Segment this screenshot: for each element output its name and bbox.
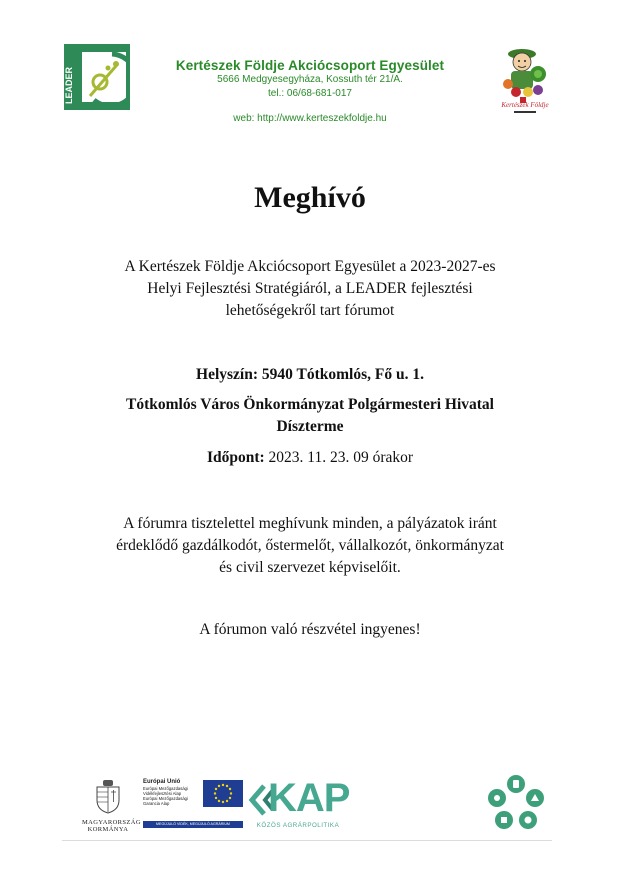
eu-slogan-band: MEGÚJULÓ VIDÉK, MEGÚJULÓ AGRÁRIUM bbox=[143, 821, 243, 828]
eu-flag-icon bbox=[203, 780, 243, 807]
location-line bbox=[60, 364, 560, 386]
time-line bbox=[60, 447, 560, 469]
org-website[interactable]: web: http://www.kerteszekfoldje.hu bbox=[233, 113, 387, 124]
invite-line-1: A fórumra tisztelettel meghívunk minden, a pályázatok iránt bbox=[123, 515, 497, 532]
location-value: 5940 Tótkomlós, Fő u. 1. bbox=[261, 366, 424, 383]
eu-line-1: Európai Mezőgazdasági bbox=[143, 786, 188, 791]
eu-funding-logo bbox=[143, 780, 243, 830]
intro-line-3: lehetőségekről tart fórumot bbox=[225, 302, 395, 319]
hungarian-government-logo bbox=[82, 780, 141, 834]
invite-paragraph bbox=[60, 513, 560, 579]
kap-logo bbox=[246, 776, 350, 832]
org-address: 5666 Medgyesegyháza, Kossuth tér 21/A. bbox=[217, 74, 403, 85]
org-phone: tel.: 06/68-681-017 bbox=[268, 88, 352, 99]
eu-line-2: Vidékfejlesztési Alap bbox=[143, 791, 182, 796]
intro-line-2: Helyi Fejlesztési Stratégiáról, a LEADER fejlesztési bbox=[147, 280, 473, 297]
intro-line-1: A Kertészek Földje Akciócsoport Egyesület a 2023-2027-es bbox=[124, 258, 496, 275]
venue-block bbox=[60, 364, 560, 469]
location-label: Helyszín: bbox=[196, 366, 259, 383]
gov-line-2: KORMÁNYA bbox=[87, 826, 129, 833]
eu-line-4: Garancia Alap bbox=[143, 801, 170, 806]
eu-line-3: Európai Mezőgazdasági bbox=[143, 796, 188, 801]
invite-line-3: és civil szervezet képviselőit. bbox=[219, 559, 401, 576]
leader-logo bbox=[64, 44, 130, 110]
mascot-logo bbox=[494, 44, 556, 120]
intro-paragraph bbox=[60, 256, 560, 322]
invite-line-2: érdeklődő gazdálkodót, őstermelőt, vállalkozót, önkormányzat bbox=[116, 537, 504, 554]
venue-hall-line-1: Tótkomlós Város Önkormányzat Polgármesteri Hivatal bbox=[126, 396, 494, 413]
kap-subtitle: KÖZÖS AGRÁRPOLITIKA bbox=[256, 822, 340, 829]
footer-divider bbox=[62, 840, 552, 841]
gov-line-1: MAGYARORSZÁG bbox=[82, 819, 141, 826]
kap-wordmark: KAP bbox=[268, 776, 350, 820]
time-value: 2023. 11. 23. 09 órakor bbox=[268, 449, 414, 466]
eu-title: Európai Unió bbox=[143, 779, 181, 785]
organization-header bbox=[150, 58, 470, 124]
leader-logo-text: LEADER bbox=[64, 66, 74, 104]
page-title: Meghívó bbox=[254, 181, 366, 214]
time-label: Időpont: bbox=[206, 449, 265, 466]
mascot-logo-text: Kertészek Földje bbox=[501, 101, 549, 109]
coat-of-arms-icon bbox=[93, 780, 123, 814]
free-attendance-note: A fórumon való részvétel ingyenes! bbox=[199, 621, 421, 638]
agriculture-circles-logo bbox=[486, 774, 546, 832]
org-name: Kertészek Földje Akciócsoport Egyesület bbox=[175, 58, 445, 73]
venue-hall-line-2: Díszterme bbox=[276, 418, 344, 435]
